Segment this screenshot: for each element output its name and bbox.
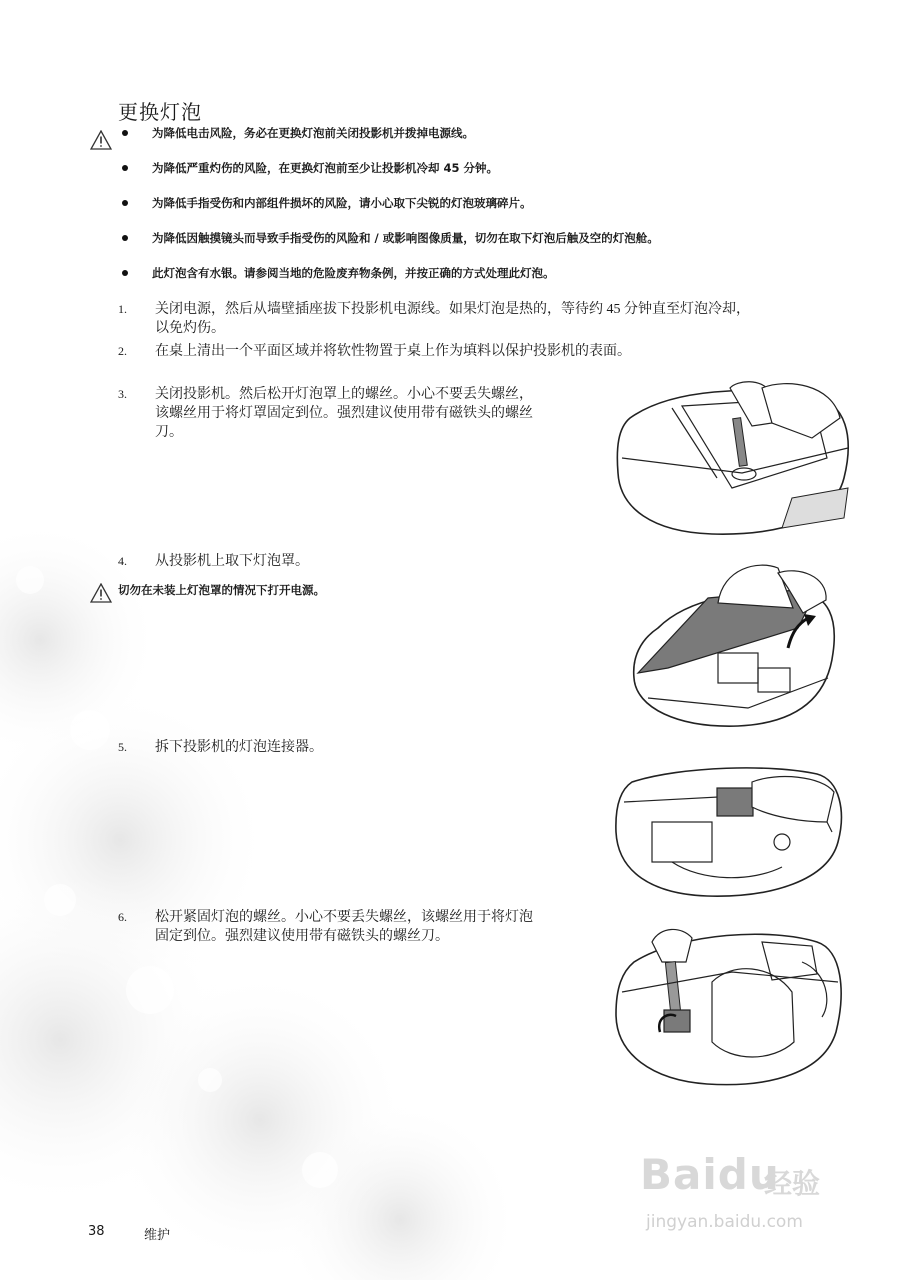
warning-item: 为降低因触摸镜头而导致手指受伤的风险和 / 或影响图像质量，切勿在取下灯泡后触及空的灯泡舱。 [118, 230, 838, 265]
illustration-remove-cover [628, 558, 850, 730]
page-title: 更换灯泡 [118, 100, 202, 124]
step-text: 固定到位。强烈建议使用带有磁铁头的螺丝刀。 [155, 929, 449, 944]
bullet-dot [122, 130, 128, 136]
bullet-dot [122, 200, 128, 206]
step-text: 从投影机上取下灯泡罩。 [155, 554, 309, 569]
step-6 [118, 908, 618, 948]
bullet-dot [122, 165, 128, 171]
bullet-dot [122, 270, 128, 276]
illustration-unscrew-cover [612, 378, 852, 538]
step-text: 以免灼伤。 [155, 321, 225, 336]
warning-item: 此灯泡含有水银。请参阅当地的危险废弃物条例，并按正确的方式处理此灯泡。 [118, 265, 838, 300]
step-text: 拆下投影机的灯泡连接器。 [155, 740, 323, 755]
step-1 [118, 300, 858, 340]
warning-icon [90, 583, 112, 603]
step-2 [118, 342, 858, 362]
bullet-dot [122, 235, 128, 241]
step-text: 在桌上清出一个平面区域并将软性物置于桌上作为填料以保护投影机的表面。 [155, 344, 631, 359]
page-number: 38 [88, 1224, 105, 1239]
warning-item: 为降低手指受伤和内部组件损坏的风险，请小心取下尖锐的灯泡玻璃碎片。 [118, 195, 838, 230]
step-number: 5. [118, 740, 127, 754]
warning-list [118, 125, 838, 300]
cover-note: 切勿在未装上灯泡罩的情况下打开电源。 [118, 583, 325, 597]
step-5 [118, 738, 618, 758]
section-name: 维护 [144, 1228, 171, 1243]
step-text: 关闭电源，然后从墙壁插座拔下投影机电源线。如果灯泡是热的，等待约 45 分钟直至灯泡冷却， [155, 302, 750, 317]
step-4 [118, 552, 618, 572]
step-text: 松开紧固灯泡的螺丝。小心不要丢失螺丝，该螺丝用于将灯泡 [155, 910, 533, 925]
step-number: 4. [118, 554, 127, 568]
illustration-loosen-lamp-screws [612, 922, 844, 1090]
step-number: 2. [118, 344, 127, 358]
warning-item: 为降低电击风险，务必在更换灯泡前关闭投影机并拨掉电源线。 [118, 125, 838, 160]
watermark-url: jingyan.baidu.com [646, 1212, 803, 1232]
watermark-cn: 经验 [764, 1167, 821, 1200]
step-text: 刀。 [155, 425, 183, 440]
watermark-logo: Baidu [640, 1150, 780, 1199]
step-text: 关闭投影机。然后松开灯泡罩上的螺丝。小心不要丢失螺丝， [155, 387, 533, 402]
step-3 [118, 385, 618, 445]
illustration-remove-connector [612, 762, 844, 900]
step-number: 3. [118, 387, 127, 401]
warning-item: 为降低严重灼伤的风险，在更换灯泡前至少让投影机冷却 45 分钟。 [118, 160, 838, 195]
background-bokeh [0, 520, 520, 1280]
step-text: 该螺丝用于将灯罩固定到位。强烈建议使用带有磁铁头的螺丝 [155, 406, 533, 421]
step-number: 1. [118, 302, 127, 316]
baidu-watermark [640, 1150, 850, 1250]
step-number: 6. [118, 910, 127, 924]
warning-icon [90, 130, 112, 150]
